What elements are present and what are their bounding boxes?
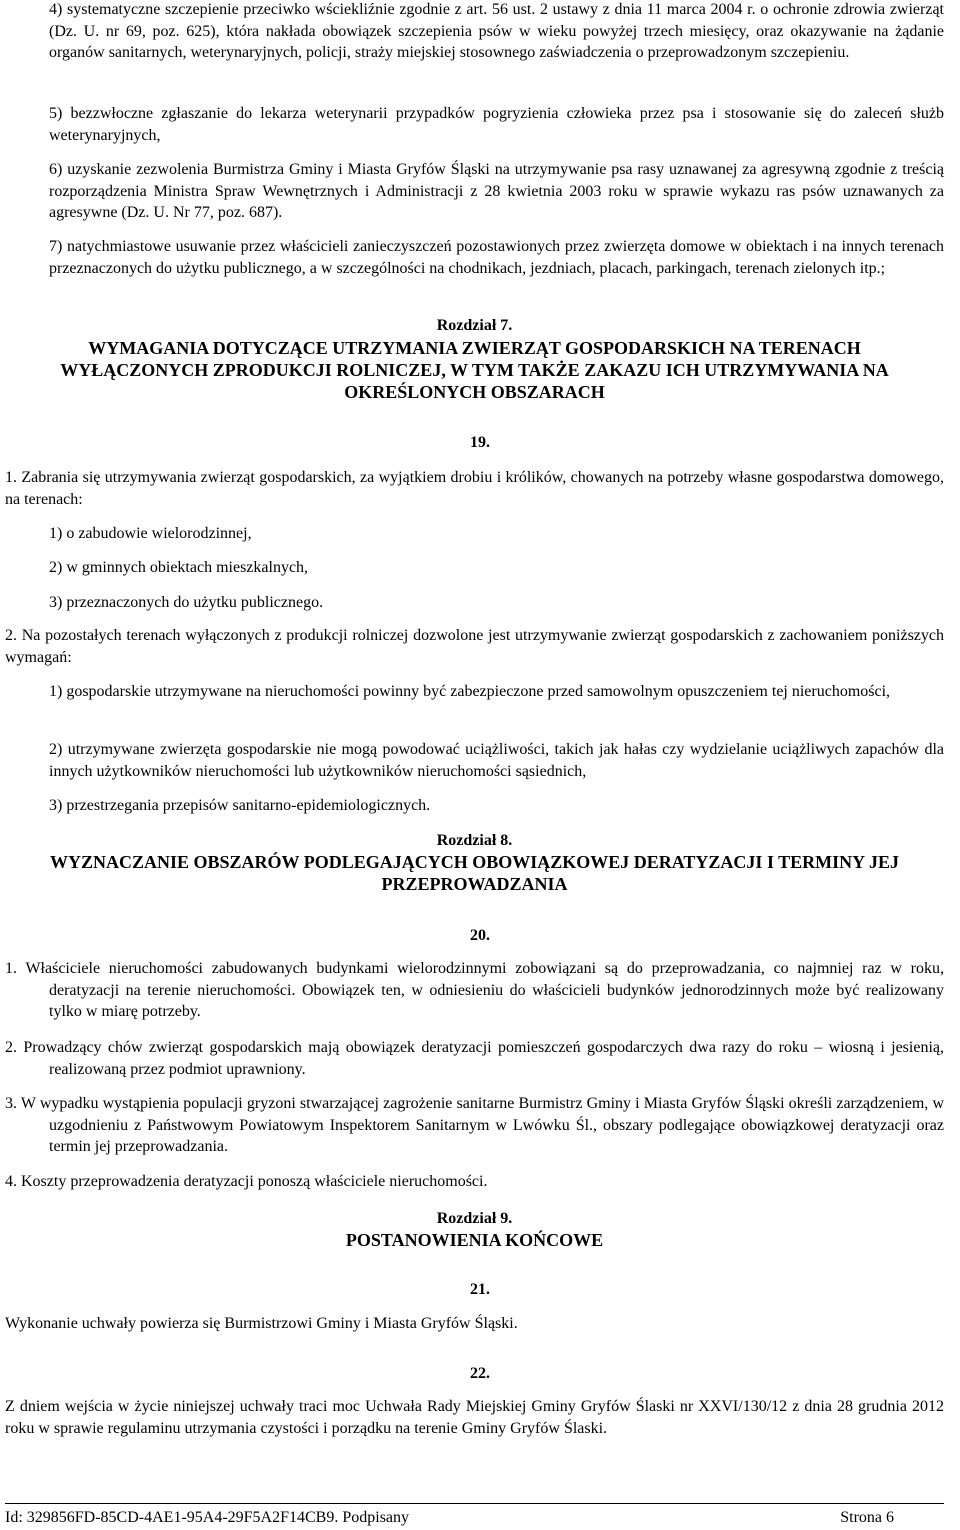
- chapter-8-title: [5, 851, 944, 895]
- list-item: 3) przestrzegania przepisów sanitarno-epidemiologicznych.: [49, 797, 431, 814]
- list-item: 4. Koszty przeprowadzenia deratyzacji ponoszą właściciele nieruchomości.: [5, 1173, 488, 1190]
- list-item: 3) przeznaczonych do użytku publicznego.: [49, 594, 324, 611]
- section-22-heading: 22.: [470, 1365, 490, 1382]
- chapter-7-title-line: OKREŚLONYCH OBSZARACH: [344, 382, 605, 402]
- list-item-5: 5) bezzwłoczne zgłaszanie do lekarza weterynarii przypadków pogryzienia człowieka przez psa i stosowanie się do zaleceń służb weterynaryjnych,: [49, 105, 944, 144]
- list-item: 1. Właściciele nieruchomości zabudowanych budynkami wielorodzinnymi zobowiązani są do przeprowadzania, co najmniej raz w roku, deratyzacji na terenie nieruchomości. Obowiązek ten, w odniesieniu do właścicieli budynków jednorodzinnych może być realizowany tylko w miarę potrzeby.: [5, 960, 944, 1020]
- chapter-7-label: Rozdział 7.: [436, 317, 513, 334]
- chapter-8-label: Rozdział 8.: [436, 832, 513, 849]
- footer-divider: [5, 1503, 944, 1504]
- chapter-7-title: [5, 337, 944, 403]
- list-item-7: 7) natychmiastowe usuwanie przez właścicieli zanieczyszczeń pozostawionych przez zwierzęta domowe w obiektach i na innych terenach przeznaczonych do użytku publicznego, a w szczególności na chodnikach, jezdniach, placach, parkingach, terenach zielonych itp.;: [49, 238, 944, 277]
- section-22-text: Z dniem wejścia w życie niniejszej uchwały traci moc Uchwała Rady Miejskiej Gminy Gryfów Ślaski nr XXVI/130/12 z dnia 28 grudnia 2012 roku w sprawie regulaminu utrzymania czystości i porządku na terenie Gminy Gryfów Ślaski.: [5, 1398, 944, 1437]
- list-item-6: 6) uzyskanie zezwolenia Burmistrza Gminy i Miasta Gryfów Śląski na utrzymywanie psa rasy uznawanej za agresywną zgodnie z treścią rozporządzenia Ministra Spraw Wewnętrznych i Administracji z 28 kwietnia 2003 roku w sprawie wykazu ras psów uznawanych za agresywne (Dz. U. Nr 77, poz. 687).: [49, 161, 944, 221]
- list-item: 1) gospodarskie utrzymywane na nieruchomości powinny być zabezpieczone przed samowolnym opuszczeniem tej nieruchomości,: [49, 683, 891, 700]
- chapter-9-title: POSTANOWIENIA KOŃCOWE: [345, 1230, 604, 1250]
- footer-document-id: Id: 329856FD-85CD-4AE1-95A4-29F5A2F14CB9. Podpisany: [5, 1509, 410, 1526]
- chapter-7-title-line: WYMAGANIA DOTYCZĄCE UTRZYMANIA ZWIERZĄT GOSPODARSKICH NA TERENACH: [88, 338, 861, 358]
- list-item: 2) utrzymywane zwierzęta gospodarskie nie mogą powodować uciążliwości, takich jak hałas czy wydzielanie uciążliwych zapachów dla innych użytkowników nieruchomości lub użytkowników nieruchomości sąsiednich,: [49, 741, 944, 780]
- list-item: 1) o zabudowie wielorodzinnej,: [49, 525, 252, 542]
- chapter-9-label: Rozdział 9.: [436, 1210, 513, 1227]
- chapter-8-title-line: PRZEPROWADZANIA: [381, 874, 568, 894]
- section-20-heading: 20.: [470, 927, 490, 944]
- footer-page-number: Strona 6: [840, 1509, 894, 1526]
- list-item: 2. Prowadzący chów zwierząt gospodarskich mają obowiązek deratyzacji pomieszczeń gospodarczych dwa razy do roku – wiosną i jesienią, realizowaną przez podmiot uprawniony.: [5, 1039, 944, 1078]
- list-item-4: 4) systematyczne szczepienie przeciwko wściekliźnie zgodnie z art. 56 ust. 2 ustawy z dnia 11 marca 2004 r. o ochronie zdrowia zwierząt (Dz. U. nr 69, poz. 625), która nakłada obowiązek szczepienia psów w wieku powyżej trzech miesięcy, oraz okazywanie na żądanie organów sanitarnych, weterynaryjnych, policji, straży miejskiej stosownego zaświadczenia o przeprowadzonym szczepieniu.: [49, 1, 944, 61]
- chapter-8-title-line: WYZNACZANIE OBSZARÓW PODLEGAJĄCYCH OBOWIĄZKOWEJ DERATYZACJI I TERMINY JEJ: [50, 852, 899, 872]
- section-19-paragraph-2: 2. Na pozostałych terenach wyłączonych z produkcji rolniczej dozwolone jest utrzymywanie zwierząt gospodarskich z zachowaniem poniższych wymagań:: [5, 627, 944, 666]
- section-19-paragraph-1: 1. Zabrania się utrzymywania zwierząt gospodarskich, za wyjątkiem drobiu i królików, chowanych na potrzeby własne gospodarstwa domowego, na terenach:: [5, 469, 944, 508]
- section-19-heading: 19.: [470, 434, 490, 451]
- section-21-heading: 21.: [470, 1281, 490, 1298]
- section-21-text: Wykonanie uchwały powierza się Burmistrzowi Gminy i Miasta Gryfów Śląski.: [5, 1315, 518, 1332]
- list-item: 3. W wypadku wystąpienia populacji gryzoni stwarzającej zagrożenie sanitarne Burmistrz Gminy i Miasta Gryfów Śląski określi zarządzeniem, w uzgodnieniu z Państwowym Powiatowym Inspektorem Sanitarnym w Lwówku Śl., obszary podlegające obowiązkowej deratyzacji oraz termin jej przeprowadzania.: [5, 1095, 944, 1155]
- chapter-7-title-line: WYŁĄCZONYCH ZPRODUKCJI ROLNICZEJ, W TYM TAKŻE ZAKAZU ICH UTRZYMYWANIA NA: [60, 360, 889, 380]
- list-item: 2) w gminnych obiektach mieszkalnych,: [49, 559, 309, 576]
